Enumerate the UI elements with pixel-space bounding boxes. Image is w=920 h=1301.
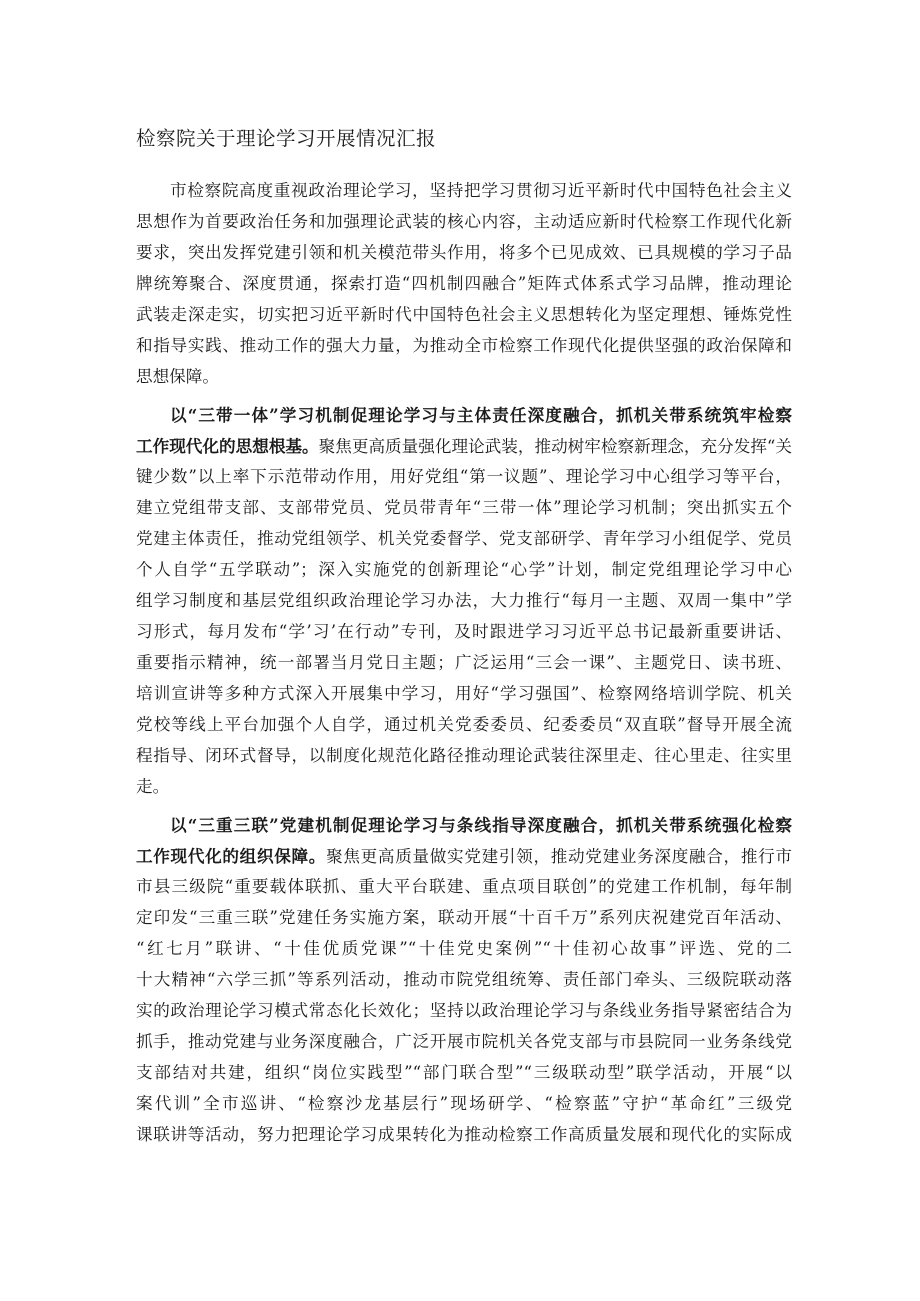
- section2-line: 市县三级院“重要载体联抓、重大平台联建、重点项目联创”的党建工作机制，每年制: [136, 877, 792, 896]
- section1-line: 组学习制度和基层党组织政治理论学习办法，大力推行“每月一主题、双周一集中”学: [136, 591, 792, 610]
- section1-heading-end: 工作现代化的思想根基。: [136, 436, 319, 456]
- section1-line: 建立党组带支部、支部带党员、党员带青年“三带一体”理论学习机制；突出抓实五个: [136, 498, 792, 517]
- section2-line: 课联讲等活动，努力把理论学习成果转化为推动检察工作高质量发展和现代化的实际成: [136, 1125, 792, 1144]
- section1-line: 习形式，每月发布“学’习’在行动”专刊，及时跟进学习习近平总书记最新重要讲话、: [136, 622, 792, 641]
- intro-line: 和指导实践、推动工作的强大力量，为推动全市检察工作现代化提供坚强的政治保障和: [136, 336, 792, 355]
- section2-line: [136, 841, 792, 872]
- intro-line: 要求，突出发挥党建引领和机关模范带头作用，将多个已见成效、已具规模的学习子品: [136, 243, 792, 262]
- section1-line: 培训宣讲等多种方式深入开展集中学习，用好“学习强国”、检察网络培训学院、机关: [136, 684, 792, 703]
- section2-line: 支部结对共建，组织“岗位实践型”“部门联合型”“三级联动型”联学活动，开展“以: [136, 1063, 792, 1082]
- section2-line: 抓手，推动党建与业务深度融合，广泛开展市院机关各党支部与市县院同一业务条线党: [136, 1032, 792, 1051]
- section1-line: 走。: [136, 777, 170, 796]
- section1-line: [136, 431, 792, 462]
- section2-line: 案代训”全市巡讲、“检察沙龙基层行”现场研学、“检察蓝”守护“革命红”三级党: [136, 1094, 792, 1113]
- section1-line: 党建主体责任，推动党组领学、机关党委督学、党支部研学、青年学习小组促学、党员: [136, 529, 792, 548]
- section1-line: 党校等线上平台加强个人自学，通过机关党委委员、纪委委员“双直联”督导开展全流: [136, 715, 792, 734]
- intro-line: 武装走深走实，切实把习近平新时代中国特色社会主义思想转化为坚定理想、锤炼党性: [136, 305, 792, 324]
- section1-line: 个人自学“五学联动”；深入实施党的创新理论“心学”计划，制定党组理论学习中心: [136, 560, 792, 579]
- section1-heading: 以“三带一体”学习机制促理论学习与主体责任深度融合，抓机关带系统筑牢检察: [170, 405, 792, 425]
- section1-text: 聚焦更高质量强化理论武装，推动树牢检察新理念，充分发挥“关: [318, 437, 793, 456]
- intro-line: 思想作为首要政治任务和加强理论武装的核心内容，主动适应新时代检察工作现代化新: [136, 212, 792, 231]
- intro-line: 思想保障。: [136, 367, 219, 386]
- intro-line: 牌统筹聚合、深度贯通，探索打造“四机制四融合”矩阵式体系式学习品牌，推动理论: [136, 274, 792, 293]
- intro-line: 市检察院高度重视政治理论学习，坚持把学习贯彻习近平新时代中国特色社会主义: [170, 181, 792, 200]
- section2-line: 实的政治理论学习模式常态化长效化；坚持以政治理论学习与条线业务指导紧密结合为: [136, 1001, 792, 1020]
- section2-line: 十大精神“六学三抓”等系列活动，推动市院党组统筹、责任部门牵头、三级院联动落: [136, 970, 792, 989]
- section1-line: 重要指示精神，统一部署当月党日主题；广泛运用“三会一课”、主题党日、读书班、: [136, 653, 792, 672]
- document-title: 检察院关于理论学习开展情况汇报: [136, 127, 437, 150]
- section2-heading-end: 工作现代化的组织保障。: [136, 846, 327, 866]
- section2-text: 聚焦更高质量做实党建引领，推动党建业务深度融合，推行市: [326, 847, 792, 866]
- section1-line: 键少数”以上率下示范带动作用，用好党组“第一议题”、理论学习中心组学习等平台，: [136, 467, 792, 486]
- section2-line: 定印发“三重三联”党建任务实施方案，联动开展“十百千万”系列庆祝建党百年活动、: [136, 908, 792, 927]
- section1-line: 程指导、闭环式督导，以制度化规范化路径推动理论武装往深里走、往心里走、往实里: [136, 746, 792, 765]
- section2-line: “红七月”联讲、“十佳优质党课”“十佳党史案例”“十佳初心故事”评选、党的二: [136, 939, 792, 958]
- section2-heading: 以“三重三联”党建机制促理论学习与条线指导深度融合，抓机关带系统强化检察: [170, 815, 792, 835]
